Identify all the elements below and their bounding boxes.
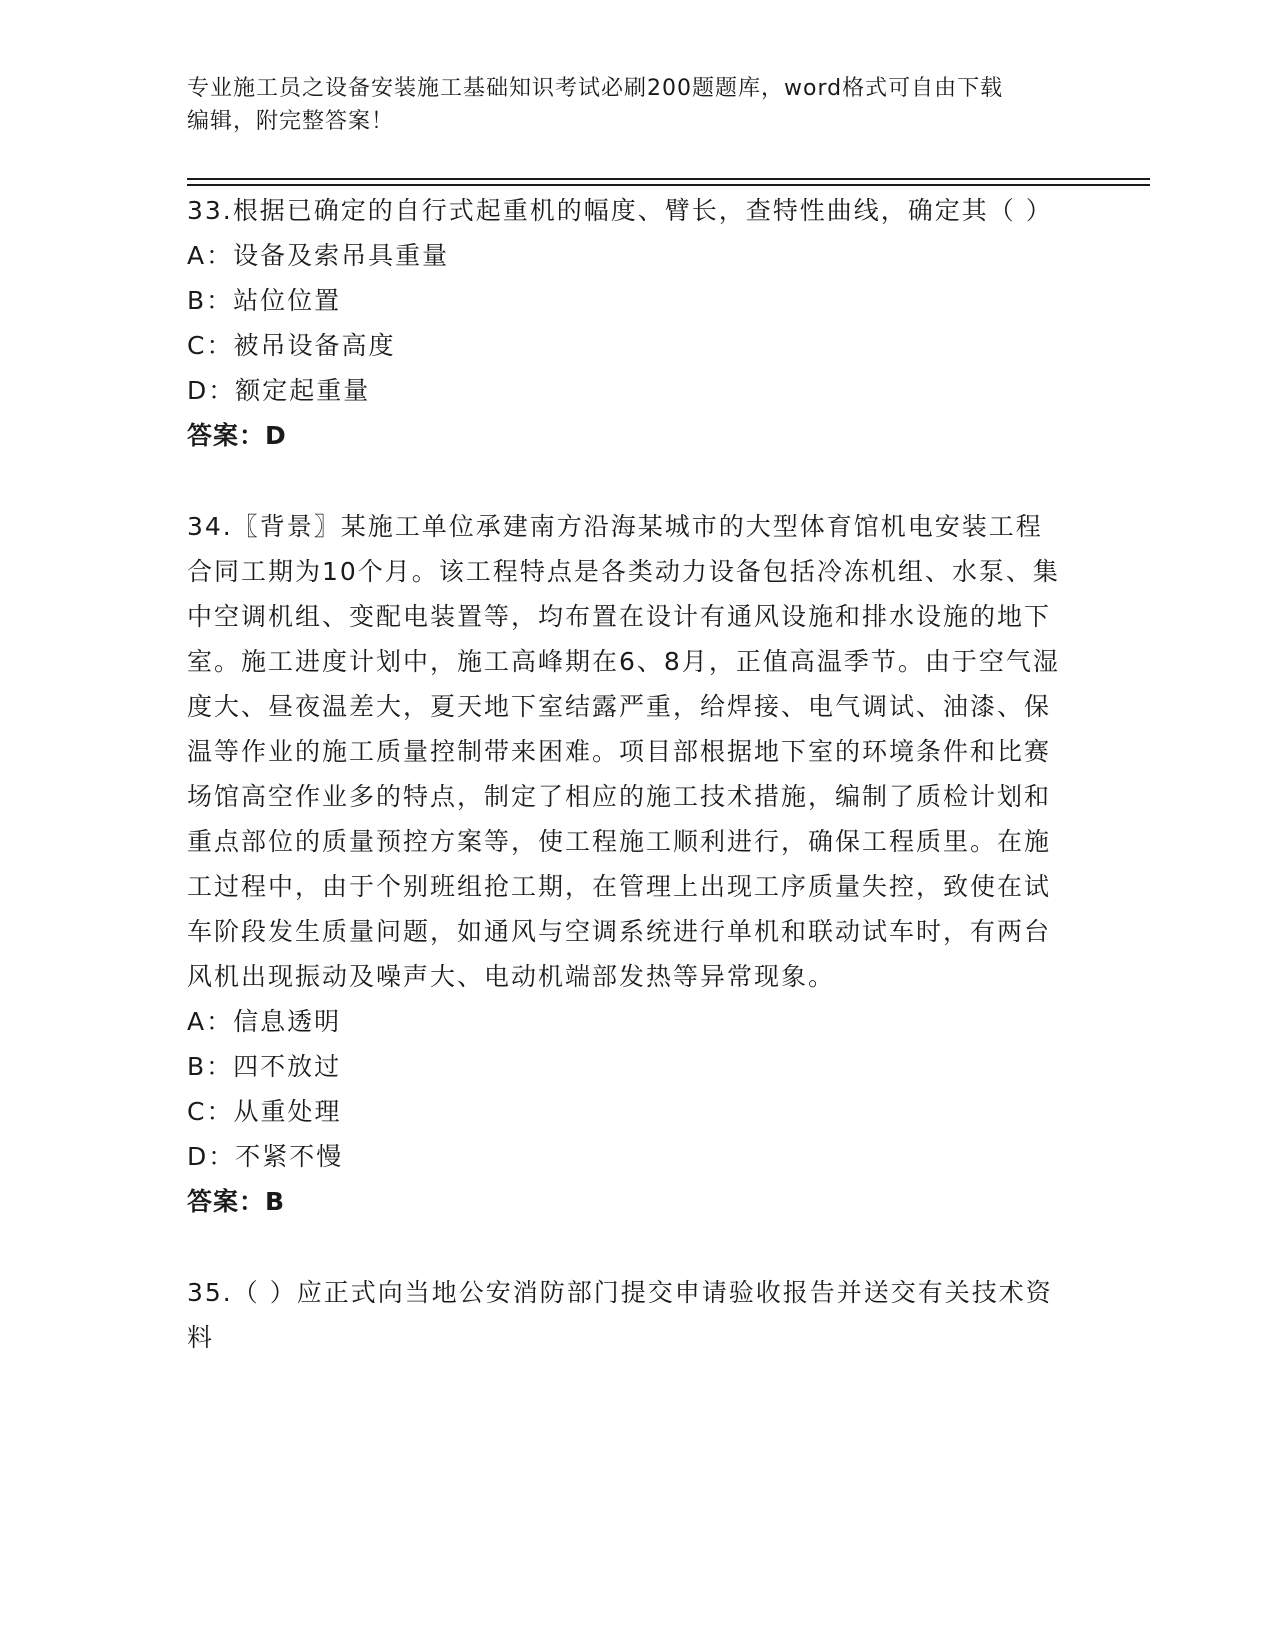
option-a: A：设备及索吊具重量 <box>187 241 450 270</box>
question-34 <box>187 504 1067 1224</box>
question-spacer <box>187 458 1067 504</box>
question-33 <box>187 188 1067 458</box>
option-d: D：不紧不慢 <box>187 1142 344 1171</box>
answer: 答案：B <box>187 1187 286 1216</box>
option-a: A：信息透明 <box>187 1007 342 1036</box>
option-b: B：站位位置 <box>187 286 342 315</box>
answer: 答案：D <box>187 421 287 450</box>
question-text: 33.根据已确定的自行式起重机的幅度、臂长，查特性曲线，确定其（ ） <box>187 196 1053 225</box>
option-d: D：额定起重量 <box>187 376 371 405</box>
question-spacer <box>187 1224 1067 1270</box>
header-divider-bottom <box>187 184 1150 186</box>
header-line-1: 专业施工员之设备安装施工基础知识考试必刷200题题库，word格式可自由下载 <box>187 76 1004 101</box>
header-line-2: 编辑，附完整答案！ <box>187 109 395 134</box>
option-c: C：从重处理 <box>187 1097 342 1126</box>
question-text: 34.〖背景〗某施工单位承建南方沿海某城市的大型体育馆机电安装工程合同工期为10个月。该工程特点是各类动力设备包括冷冻机组、水泵、集中空调机组、变配电装置等，均布置在设计有通风设施和排水设施的地下室。施工进度计划中，施工高峰期在6、8月，正值高温季节。由于空气湿度大、昼夜温差大，夏天地下室结露严重，给焊接、电气调试、油漆、保温等作业的施工质量控制带来困难。项目部根据地下室的环境条件和比赛场馆高空作业多的特点，制定了相应的施工技术措施，编制了质检计划和重点部位的质量预控方案等，使工程施工顺利进行，确保工程质里。在施工过程中，由于个别班组抢工期，在管理上出现工序质量失控，致使在试车阶段发生质量问题，如通风与空调系统进行单机和联动试车时，有两台风机出现振动及噪声大、电动机端部发热等异常现象。 <box>187 512 1060 991</box>
question-35 <box>187 1270 1067 1360</box>
document-header <box>187 72 1087 138</box>
question-text: 35.（ ）应正式向当地公安消防部门提交申请验收报告并送交有关技术资料 <box>187 1278 1053 1352</box>
option-b: B：四不放过 <box>187 1052 342 1081</box>
question-list <box>187 188 1067 1360</box>
header-divider-top <box>187 178 1150 180</box>
option-c: C：被吊设备高度 <box>187 331 396 360</box>
